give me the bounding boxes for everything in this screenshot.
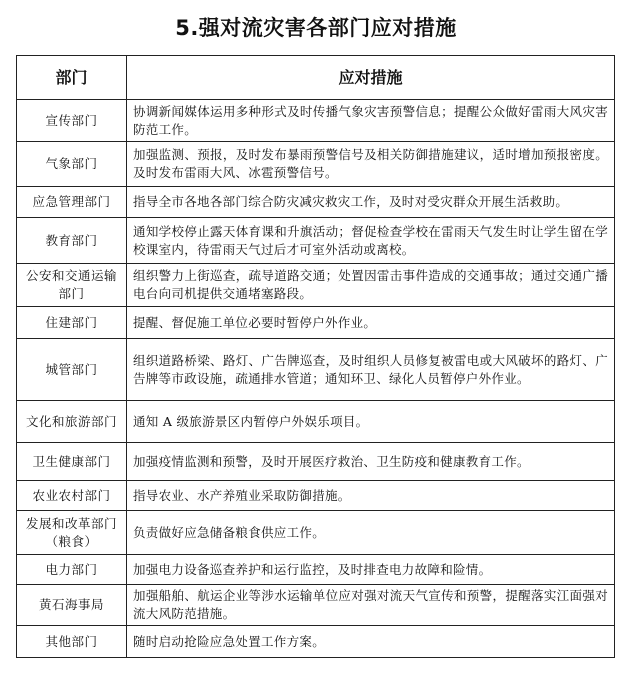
department-cell: 发展和改革部门（粮食） bbox=[17, 511, 127, 555]
department-cell: 城管部门 bbox=[17, 339, 127, 401]
header-department: 部门 bbox=[17, 56, 127, 100]
table-row bbox=[17, 443, 615, 481]
measure-cell: 指导全市各地各部门综合防灾减灾救灾工作，及时对受灾群众开展生活救助。 bbox=[127, 187, 615, 218]
table-row bbox=[17, 307, 615, 339]
measure-cell: 随时启动抢险应急处置工作方案。 bbox=[127, 626, 615, 658]
measure-cell: 加强监测、预报，及时发布暴雨预警信号及相关防御措施建议，适时增加预报密度。及时发布雷雨大风、冰雹预警信号。 bbox=[127, 142, 615, 187]
measure-cell: 加强船舶、航运企业等涉水运输单位应对强对流天气宣传和预警，提醒落实江面强对流大风防范措施。 bbox=[127, 585, 615, 626]
table-row bbox=[17, 187, 615, 218]
document-title: 5.强对流灾害各部门应对措施 bbox=[175, 16, 457, 40]
measure-cell: 提醒、督促施工单位必要时暂停户外作业。 bbox=[127, 307, 615, 339]
measures-table bbox=[16, 55, 615, 658]
table-row bbox=[17, 626, 615, 658]
table-row bbox=[17, 401, 615, 443]
measure-cell: 组织警力上街巡查，疏导道路交通；处置因雷击事件造成的交通事故；通过交通广播电台向司机提供交通堵塞路段。 bbox=[127, 264, 615, 307]
table-row bbox=[17, 511, 615, 555]
department-cell: 公安和交通运输部门 bbox=[17, 264, 127, 307]
table-row bbox=[17, 339, 615, 401]
measure-cell: 加强电力设备巡查养护和运行监控，及时排查电力故障和险情。 bbox=[127, 555, 615, 585]
department-cell: 卫生健康部门 bbox=[17, 443, 127, 481]
measure-cell: 组织道路桥梁、路灯、广告牌巡查，及时组织人员修复被雷电或大风破坏的路灯、广告牌等市政设施，疏通排水管道；通知环卫、绿化人员暂停户外作业。 bbox=[127, 339, 615, 401]
table-row bbox=[17, 481, 615, 511]
table-row bbox=[17, 555, 615, 585]
table-row bbox=[17, 264, 615, 307]
measure-cell: 协调新闻媒体运用多种形式及时传播气象灾害预警信息；提醒公众做好雷雨大风灾害防范工作。 bbox=[127, 100, 615, 142]
table-row bbox=[17, 585, 615, 626]
header-measures: 应对措施 bbox=[127, 56, 615, 100]
department-cell: 电力部门 bbox=[17, 555, 127, 585]
department-cell: 黄石海事局 bbox=[17, 585, 127, 626]
department-cell: 文化和旅游部门 bbox=[17, 401, 127, 443]
department-cell: 其他部门 bbox=[17, 626, 127, 658]
table-row bbox=[17, 218, 615, 264]
department-cell: 应急管理部门 bbox=[17, 187, 127, 218]
department-cell: 气象部门 bbox=[17, 142, 127, 187]
table-row bbox=[17, 100, 615, 142]
measure-cell: 负责做好应急储备粮食供应工作。 bbox=[127, 511, 615, 555]
department-cell: 宣传部门 bbox=[17, 100, 127, 142]
department-cell: 农业农村部门 bbox=[17, 481, 127, 511]
table-row bbox=[17, 142, 615, 187]
measure-cell: 加强疫情监测和预警，及时开展医疗救治、卫生防疫和健康教育工作。 bbox=[127, 443, 615, 481]
measure-cell: 通知 A 级旅游景区内暂停户外娱乐项目。 bbox=[127, 401, 615, 443]
department-cell: 住建部门 bbox=[17, 307, 127, 339]
measure-cell: 通知学校停止露天体育课和升旗活动；督促检查学校在雷雨天气发生时让学生留在学校课室内，待雷雨天气过后才可室外活动或离校。 bbox=[127, 218, 615, 264]
measure-cell: 指导农业、水产养殖业采取防御措施。 bbox=[127, 481, 615, 511]
table-header-row bbox=[17, 56, 615, 100]
department-cell: 教育部门 bbox=[17, 218, 127, 264]
